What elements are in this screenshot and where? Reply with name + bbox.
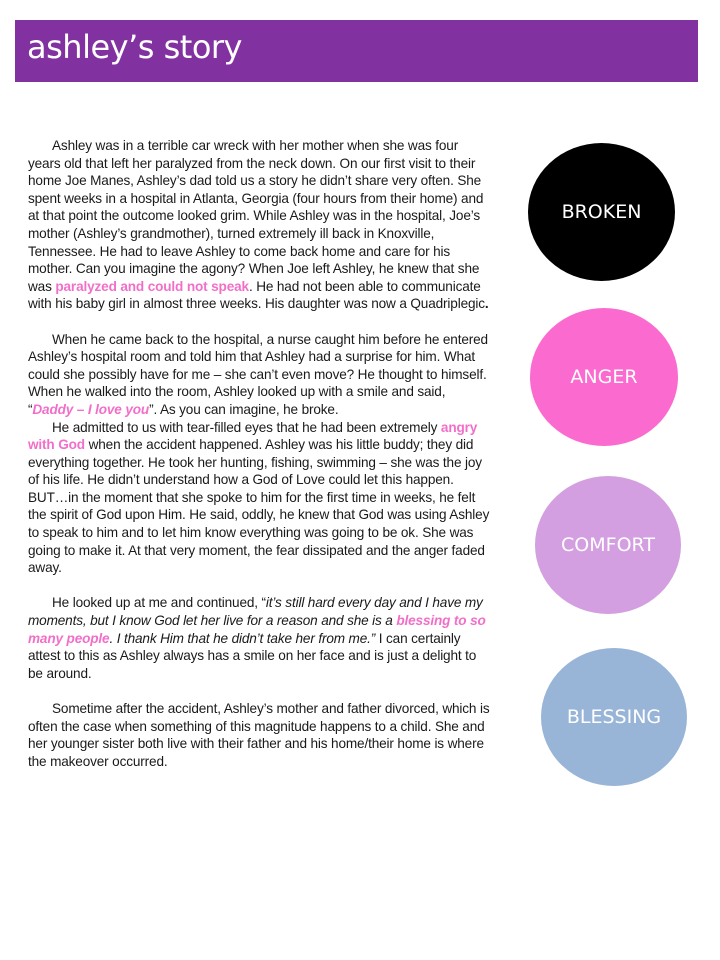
- title-banner: [15, 20, 698, 82]
- anger-label: ANGER: [570, 366, 638, 388]
- paragraph-2-text: When he came back to the hospital, a nurse caught him before he entered Ashley’s hospital room and told him that Ashley had a surprise for him. What could she possibly have for me – she can’t even move? He thought to himself. When he walked into the room, Ashley looked up with a smile and said, “: [28, 331, 488, 417]
- anger-circle: [530, 308, 678, 446]
- paragraph-1-period: .: [484, 296, 489, 312]
- blessing-label: BLESSING: [566, 706, 662, 728]
- paragraph-3-text: He admitted to us with tear-filled eyes that he had been extremely: [52, 419, 441, 435]
- paragraph-3-text-end: when the accident happened. Ashley was his little buddy; they did everything together. He took her hunting, fishing, swimming – she was the joy of his life. He didn’t understand how a God of Love could let this happen. BUT…in the moment that she spoke to him for the first time in weeks, he felt the spirit of God upon Him. He said, oddly, he knew that God was using Ashley to speak to him and to let him know everything was going to be ok. She was going to make it. At that very moment, the fear dissipated and the anger faded away.: [28, 437, 490, 576]
- highlight-angry-with-god: angry with God: [28, 419, 478, 453]
- page-title: ashley’s story: [27, 28, 242, 66]
- paragraph-1: [28, 137, 494, 313]
- highlight-blessing: blessing to so many people: [28, 613, 486, 646]
- story-text: [28, 137, 494, 770]
- highlight-paralyzed: paralyzed and could not speak: [55, 278, 249, 294]
- paragraph-2-text-end: ”. As you can imagine, he broke.: [149, 401, 339, 417]
- broken-circle: [528, 143, 675, 281]
- quote-text-end: . I thank Him that he didn’t take her from me.”: [109, 630, 376, 646]
- paragraph-4-text-end: I can certainly attest to this as Ashley always has a smile on her face and is just a delight to be around.: [28, 630, 477, 681]
- quote-text: it’s still hard every day and I have my moments, but I know God let her live for a reason and she is a: [28, 595, 483, 629]
- paragraph-2: [28, 331, 494, 419]
- paragraph-3: [28, 419, 494, 577]
- paragraph-5-text: Sometime after the accident, Ashley’s mother and father divorced, which is often the case when something of this magnitude happens to a child. She and her younger sister both live with their father and his home/their home is where the makeover occurred.: [28, 701, 490, 769]
- highlight-daddy-quote: Daddy – I love you: [32, 401, 150, 417]
- blessing-circle: [541, 648, 687, 786]
- paragraph-5: [28, 700, 494, 770]
- broken-label: BROKEN: [561, 201, 642, 223]
- paragraph-4: [28, 594, 494, 682]
- paragraph-1-text: Ashley was in a terrible car wreck with her mother when she was four years old that left her paralyzed from the neck down. On our first visit to their home Joe Manes, Ashley’s dad told us a story he didn’t share very often. She spent weeks in a hospital in Atlanta, Georgia (four hours from their home) and at that point the outcome looked grim. While Ashley was in the hospital, Joe’s mother (Ashley’s grandmother), turned extremely ill back in Knoxville, Tennessee. He had to leave Ashley to come back home and care for his mother. Can you imagine the agony? When Joe left Ashley, he knew that she was: [28, 138, 484, 294]
- paragraph-1-text-end: . He had not been able to communicate with his baby girl in almost three weeks. His daughter was now a Quadriplegic: [28, 278, 485, 312]
- paragraph-4-text: He looked up at me and continued, “: [52, 595, 266, 611]
- comfort-label: COMFORT: [561, 534, 655, 556]
- comfort-circle: [535, 476, 681, 614]
